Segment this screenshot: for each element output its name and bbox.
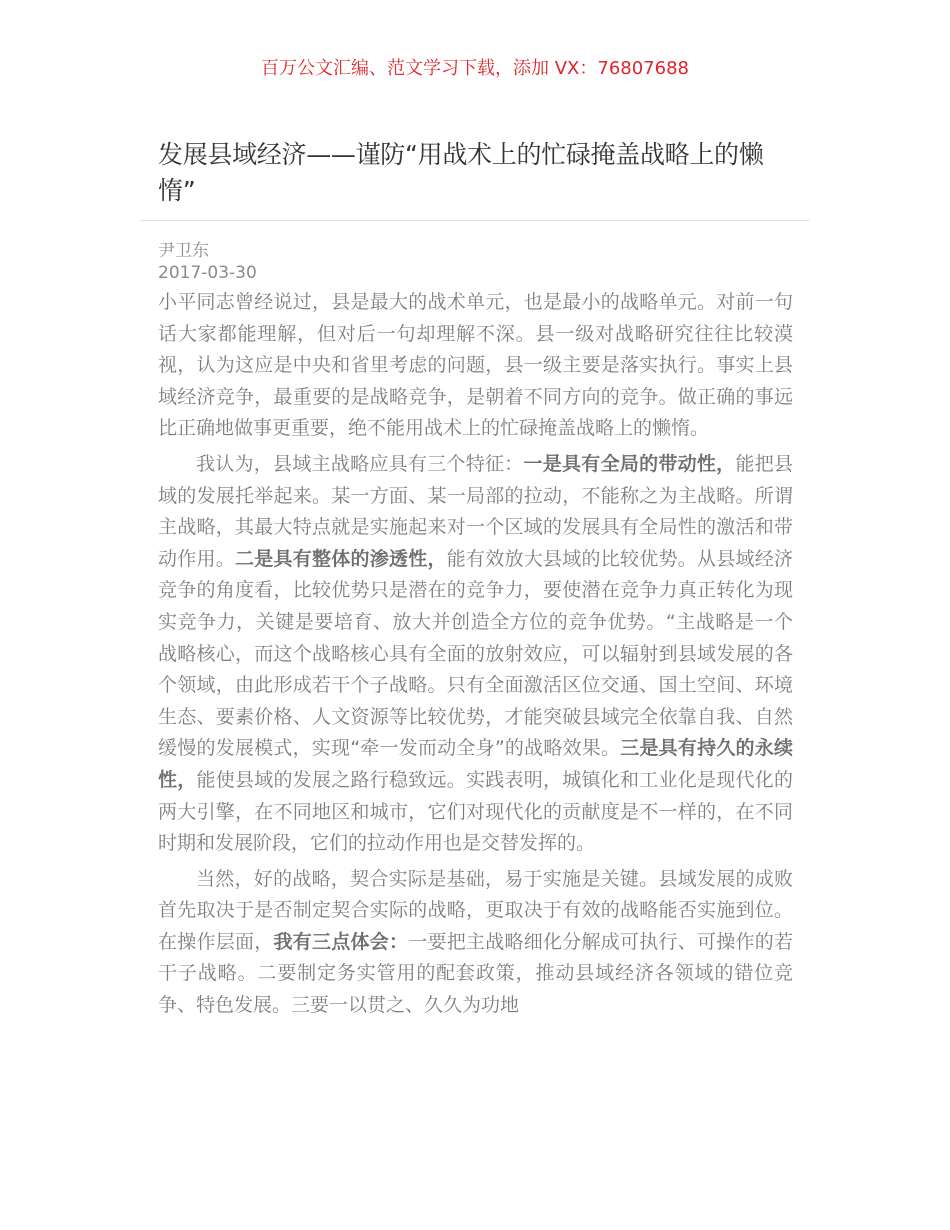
paragraph-text: 能把县域的发展托举起来。某一方面、某一局部的拉动，不能称之为主战略。所谓主战略，其最大特点就是实施起来对一个区域的发展具有全局性的激活和带动作用。	[158, 452, 793, 570]
title-divider	[140, 220, 810, 221]
paragraph-text: 一要把主战略细化分解成可执行、可操作的若干子战略。二要制定务实管用的配套政策，推动县域经济各领域的错位竞争、特色发展。三要一以贯之、久久为功地	[158, 930, 793, 1017]
emphasis-text: 我有三点体会：	[273, 930, 409, 953]
paragraph-2	[158, 449, 793, 860]
paragraph-3	[158, 864, 793, 1022]
article-date: 2017-03-30	[158, 263, 257, 283]
emphasis-text: 一是具有全局的带动性，	[523, 452, 736, 475]
article-author: 尹卫东	[158, 241, 209, 261]
emphasis-text: 二是具有整体的渗透性，	[235, 547, 447, 570]
paragraph-1	[158, 287, 793, 445]
emphasis-text: 三是具有持久的永续性，	[158, 737, 793, 791]
article-body	[158, 287, 793, 1026]
paragraph-text: 当然，好的战略，契合实际是基础，易于实施是关键。县域发展的成败首先取决于是否制定契合实际的战略，更取决于有效的战略能否实施到位。在操作层面，	[158, 867, 793, 953]
article-title: 发展县域经济——谨防“用战术上的忙碌掩盖战略上的懒惰”	[158, 140, 764, 205]
promo-banner: 百万公文汇编、范文学习下载，添加 VX：76807688	[261, 58, 689, 79]
paragraph-text: 能使县域的发展之路行稳致远。实践表明，城镇化和工业化是现代化的两大引擎，在不同地区和城市，它们对现代化的贡献度是不一样的，在不同时期和发展阶段，它们的拉动作用也是交替发挥的。	[158, 768, 793, 855]
paragraph-text: 我认为，县域主战略应具有三个特征：	[196, 452, 524, 475]
paragraph-text: 能有效放大县域的比较优势。从县域经济竞争的角度看，比较优势只是潜在的竞争力，要使潜在竞争力真正转化为现实竞争力，关键是要培育、放大并创造全方位的竞争优势。“主战略是一个战略核心，而这个战略核心具有全面的放射效应，可以辐射到县域发展的各个领域，由此形成若干个子战略。只有全面激活区位交通、国土空间、环境生态、要素价格、人文资源等比较优势，才能突破县域完全依靠自我、自然缓慢的发展模式，实现“牵一发而动全身”的战略效果。	[158, 547, 793, 760]
article-meta	[158, 240, 257, 284]
paragraph-text: 小平同志曾经说过，县是最大的战术单元，也是最小的战略单元。对前一句话大家都能理解，但对后一句却理解不深。县一级对战略研究往往比较漠视，认为这应是中央和省里考虑的问题，县一级主要是落实执行。事实上县域经济竞争，最重要的是战略竞争，是朝着不同方向的竞争。做正确的事远比正确地做事更重要，绝不能用战术上的忙碌掩盖战略上的懒惰。	[158, 291, 793, 440]
